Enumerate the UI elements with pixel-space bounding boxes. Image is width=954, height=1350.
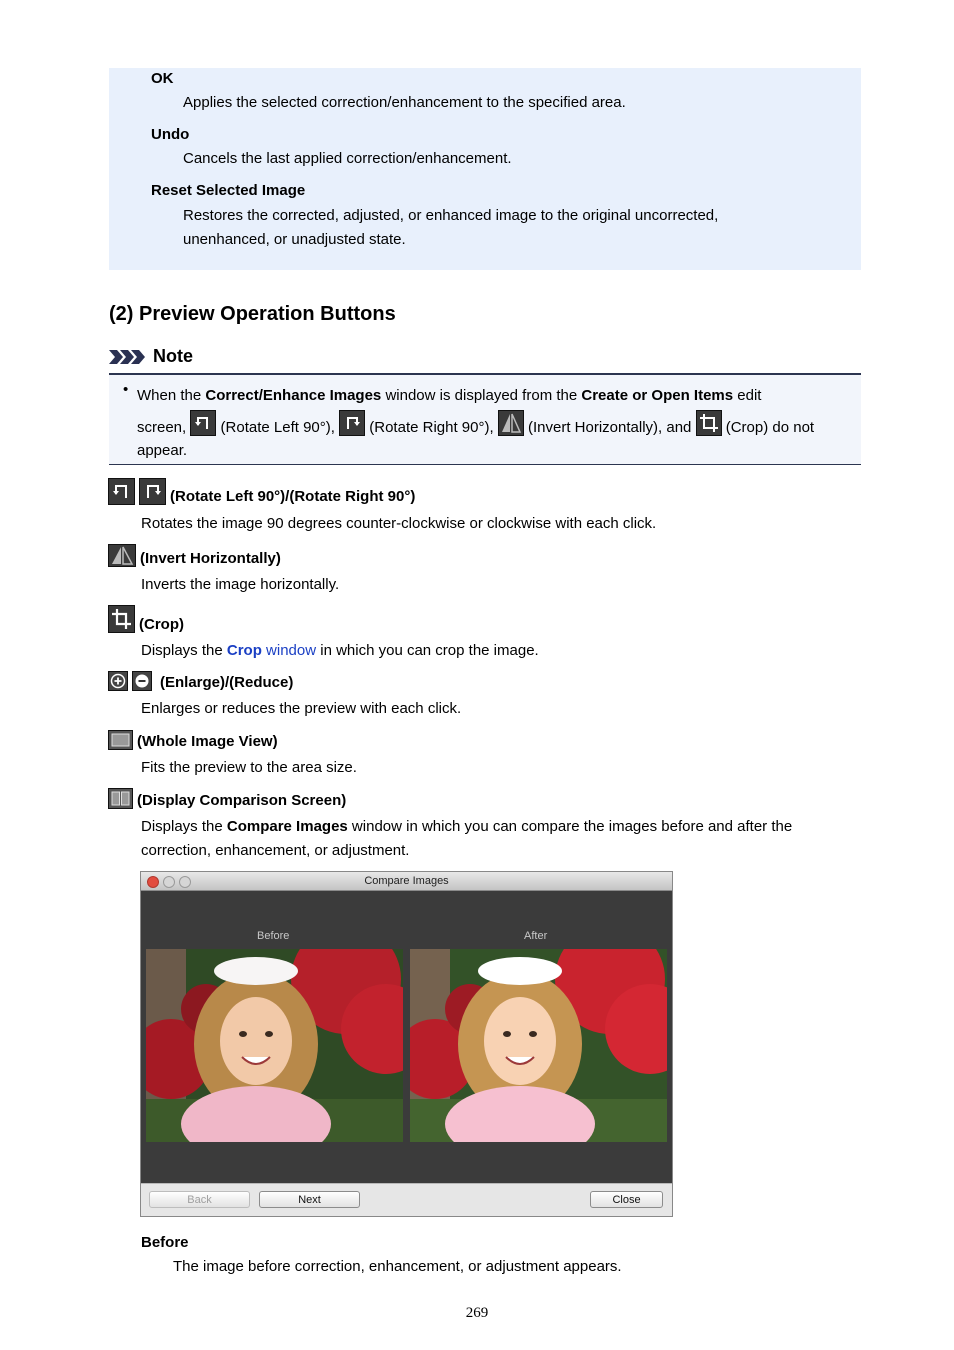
compare-title: (Display Comparison Screen) xyxy=(137,792,347,809)
close-window-icon[interactable] xyxy=(147,876,159,888)
invert-horizontal-icon xyxy=(108,544,136,567)
crop-icon xyxy=(696,410,722,436)
reduce-icon xyxy=(132,671,152,691)
desc-before: The image before correction, enhancement, or adjustment appears. xyxy=(173,1258,622,1275)
crop-title: (Crop) xyxy=(139,616,184,633)
minimize-window-icon[interactable] xyxy=(163,876,175,888)
desc-reset-line2: unenhanced, or unadjusted state. xyxy=(183,231,406,248)
rotate-desc: Rotates the image 90 degrees counter-clockwise or clockwise with each click. xyxy=(141,515,657,532)
whole-desc: Fits the preview to the area size. xyxy=(141,759,357,776)
term-reset: Reset Selected Image xyxy=(151,182,306,199)
compare-images-bold: Compare Images xyxy=(226,818,348,835)
term-ok: OK xyxy=(151,70,174,87)
window-titlebar xyxy=(141,872,672,891)
note-title: Note xyxy=(153,346,193,366)
rotate-heading xyxy=(108,478,415,505)
term-undo: Undo xyxy=(151,126,190,143)
before-photo xyxy=(146,949,403,1142)
back-button[interactable]: Back xyxy=(149,1191,250,1208)
rotate-right-icon xyxy=(339,410,365,436)
desc-ok: Applies the selected correction/enhancement to the specified area. xyxy=(183,94,626,111)
compare-images-window xyxy=(140,871,673,1217)
desc-undo: Cancels the last applied correction/enhancement. xyxy=(183,150,512,167)
compare-heading xyxy=(108,788,346,809)
window-title: Compare Images xyxy=(364,875,449,887)
note-bold-create: Create or Open Items xyxy=(581,387,734,404)
before-label: Before xyxy=(257,930,290,942)
crop-window-link[interactable]: Crop window xyxy=(226,642,317,659)
crop-heading xyxy=(108,605,184,633)
enlarge-title: (Enlarge)/(Reduce) xyxy=(160,674,294,691)
whole-heading xyxy=(108,730,278,750)
comparison-screen-icon xyxy=(108,788,133,809)
close-button[interactable]: Close xyxy=(590,1191,663,1208)
term-before: Before xyxy=(141,1234,189,1251)
compare-desc: Displays the Compare Images window in which you can compare the images before and after the xyxy=(141,818,793,835)
next-button[interactable]: Next xyxy=(259,1191,360,1208)
note-bullet: • xyxy=(123,381,129,398)
window-footer xyxy=(141,1183,672,1217)
rotate-title: (Rotate Left 90°)/(Rotate Right 90°) xyxy=(170,488,416,505)
note-header xyxy=(109,346,193,367)
rotate-right-icon xyxy=(139,478,166,505)
enlarge-icon xyxy=(108,671,128,691)
note-text: When the Correct/Enhance Images window is displayed from the Create or Open Items edit screen, (Rotate Left 90°), (Rotate Right 90°), (Invert Horizontally), and (Crop) do not appear. xyxy=(137,387,815,459)
page-number: 269 xyxy=(465,1305,489,1321)
rotate-left-icon xyxy=(108,478,135,505)
zoom-window-icon[interactable] xyxy=(179,876,191,888)
crop-desc: Displays the Crop window in which you can crop the image. xyxy=(141,642,539,659)
compare-desc-line2: correction, enhancement, or adjustment. xyxy=(141,842,410,859)
invert-horizontal-icon xyxy=(498,410,524,436)
rotate-left-icon xyxy=(190,410,216,436)
invert-desc: Inverts the image horizontally. xyxy=(141,576,340,593)
after-photo xyxy=(410,949,667,1142)
whole-title: (Whole Image View) xyxy=(137,733,278,750)
enlarge-desc: Enlarges or reduces the preview with each click. xyxy=(141,700,462,717)
crop-icon xyxy=(108,605,135,633)
note-arrows-icon xyxy=(109,349,147,365)
section-title: (2) Preview Operation Buttons xyxy=(109,303,396,325)
note-bold-window: Correct/Enhance Images xyxy=(205,387,382,404)
desc-reset-line1: Restores the corrected, adjusted, or enhanced image to the original uncorrected, xyxy=(183,207,719,224)
note-box xyxy=(109,373,861,465)
enlarge-heading xyxy=(108,671,293,691)
after-label: After xyxy=(524,930,548,942)
whole-image-view-icon xyxy=(108,730,133,750)
invert-heading xyxy=(108,544,281,567)
invert-title: (Invert Horizontally) xyxy=(140,550,281,567)
